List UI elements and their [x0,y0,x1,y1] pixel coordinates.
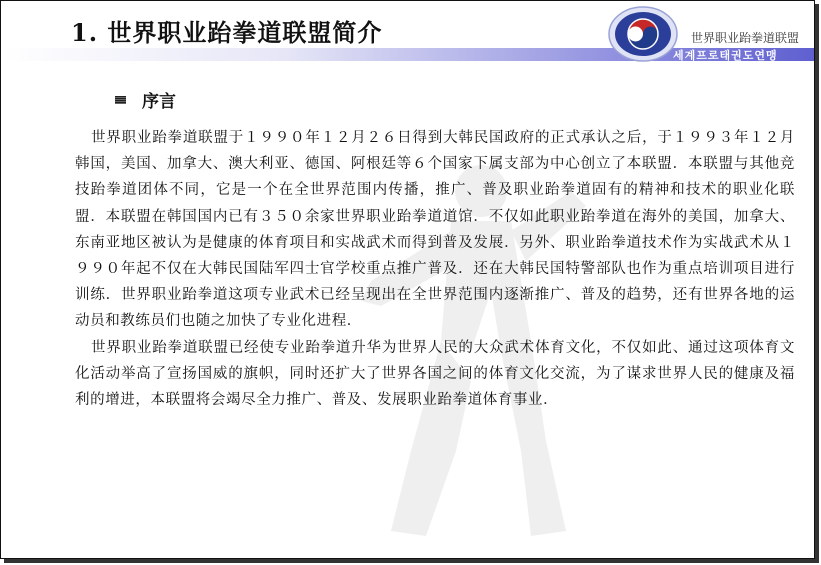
paragraph-1: 世界职业跆拳道联盟于１９９０年１２月２６日得到大韩民国政府的正式承认之后，于１９９３年１２月韩国，美国、加拿大、澳大利亚、德国、阿根廷等６个国家下属支部为中心创立了本联盟．本联盟与其他竞技跆拳道团体不同，它是一个在全世界范围内传播，推广、普及职业跆拳道固有的精神和技术的职业化联盟．本联盟在韩国国内已有３５０余家世界职业跆拳道道馆．不仅如此职业跆拳道在海外的美国，加拿大、东南亚地区被认为是健康的体育项目和实战武术而得到普及发展．另外、职业跆拳道技术作为实战武术从１９９０年起不仅在大韩民国陆军四士官学校重点推广普及．还在大韩民国特警部队也作为重点培训项目进行训练．世界职业跆拳道这项专业武术已经呈现出在全世界范围内逐渐推广、普及的趋势，还有世界各地的运动员和教练员们也随之加快了专业化进程． [75,130,795,330]
square-bullet-icon [115,96,126,104]
federation-name-korean: 세계프로태권도연맹 [673,49,778,62]
body-text [75,125,795,413]
slide-title: 1. 世界职业跆拳道联盟简介 [71,18,383,47]
paragraph-2: 世界职业跆拳道联盟已经使专业跆拳道升华为世界人民的大众武术体育文化，不仅如此、通过这项体育文化活动举高了宣扬国威的旗帜，同时还扩大了世界各国之间的体育文化交流，为了谋求世界人民的健康及福利的增进，本联盟将会竭尽全力推广、普及、发展职业跆拳道体育事业． [75,339,795,409]
section-heading-label: 序言 [142,92,176,112]
federation-logo-icon [607,5,679,63]
section-heading [115,87,176,112]
slide-header [1,1,814,63]
federation-name-chinese: 世界职业跆拳道联盟 [691,31,800,45]
